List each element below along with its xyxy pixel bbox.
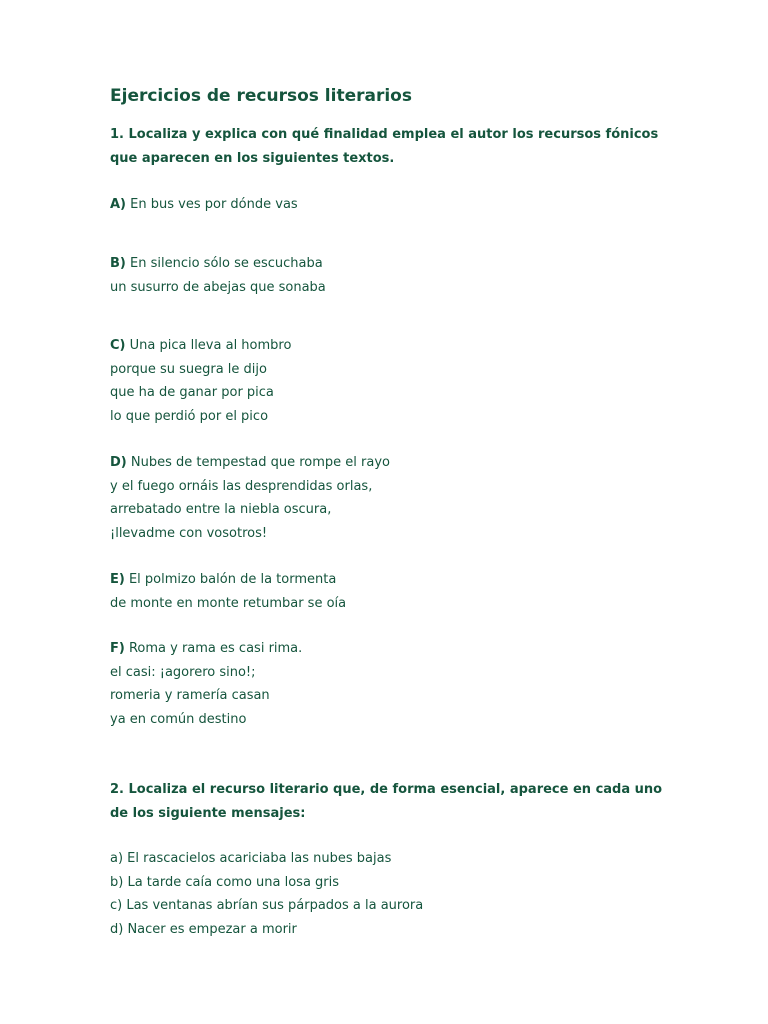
exercise-label: A)	[110, 197, 127, 212]
exercise-line: romeria y ramería casan	[110, 688, 270, 703]
list-item: d) Nacer es empezar a morir	[110, 921, 297, 937]
question-2-heading-line: 2. Localiza el recurso literario que, de forma esencial, aparece en cada uno	[110, 782, 663, 797]
exercise-d	[110, 451, 390, 545]
exercise-line	[110, 193, 298, 217]
exercise-line: el casi: ¡agorero sino!;	[110, 664, 256, 680]
list-item: b) La tarde caía como una losa gris	[110, 874, 340, 890]
exercise-line	[110, 451, 390, 475]
question-1-heading	[110, 123, 670, 170]
exercise-a	[110, 193, 298, 217]
exercise-text: En bus ves por dónde vas	[130, 197, 298, 212]
exercise-b	[110, 252, 326, 299]
exercise-line: un susurro de abejas que sonaba	[110, 279, 326, 295]
exercise-text: Nubes de tempestad que rompe el rayo	[130, 455, 390, 470]
exercise-label: B)	[110, 256, 126, 271]
exercise-text: En silencio sólo se escuchaba	[130, 256, 323, 271]
question-2-list	[110, 847, 423, 941]
exercise-label: F)	[110, 641, 125, 656]
exercise-line	[110, 334, 291, 358]
question-2-heading	[110, 778, 670, 825]
exercise-text: El polmizo balón de la tormenta	[128, 572, 337, 587]
exercise-f	[110, 637, 302, 731]
exercise-line: de monte en monte retumbar se oía	[110, 595, 347, 611]
exercise-line	[110, 568, 346, 592]
exercise-line: ¡llevadme con vosotros!	[110, 525, 268, 541]
exercise-line: y el fuego ornáis las desprendidas orlas,	[110, 478, 373, 494]
question-1-heading-line: que aparecen en los siguientes textos.	[110, 150, 395, 166]
exercise-line: lo que perdió por el pico	[110, 408, 269, 424]
exercise-label: C)	[110, 338, 126, 353]
exercise-e	[110, 568, 346, 615]
exercise-line: arrebatado entre la niebla oscura,	[110, 502, 332, 517]
document-title: Ejercicios de recursos literarios	[110, 86, 412, 106]
list-item: c) Las ventanas abrían sus párpados a la aurora	[110, 898, 424, 913]
question-1-heading-line: 1. Localiza y explica con qué finalidad emplea el autor los recursos fónicos	[110, 127, 659, 142]
exercise-line: que ha de ganar por pica	[110, 385, 274, 400]
exercise-text: Una pica lleva al hombro	[129, 338, 292, 353]
exercise-line	[110, 637, 302, 661]
exercise-c	[110, 334, 291, 428]
question-2-heading-line: de los siguiente mensajes:	[110, 805, 306, 821]
exercise-line: ya en común destino	[110, 711, 247, 727]
list-item: a) El rascacielos acariciaba las nubes bajas	[110, 851, 392, 866]
exercise-line: porque su suegra le dijo	[110, 361, 267, 377]
exercise-label: D)	[110, 455, 127, 470]
exercise-label: E)	[110, 572, 125, 587]
exercise-text: Roma y rama es casi rima.	[128, 641, 303, 656]
exercise-line	[110, 252, 326, 276]
